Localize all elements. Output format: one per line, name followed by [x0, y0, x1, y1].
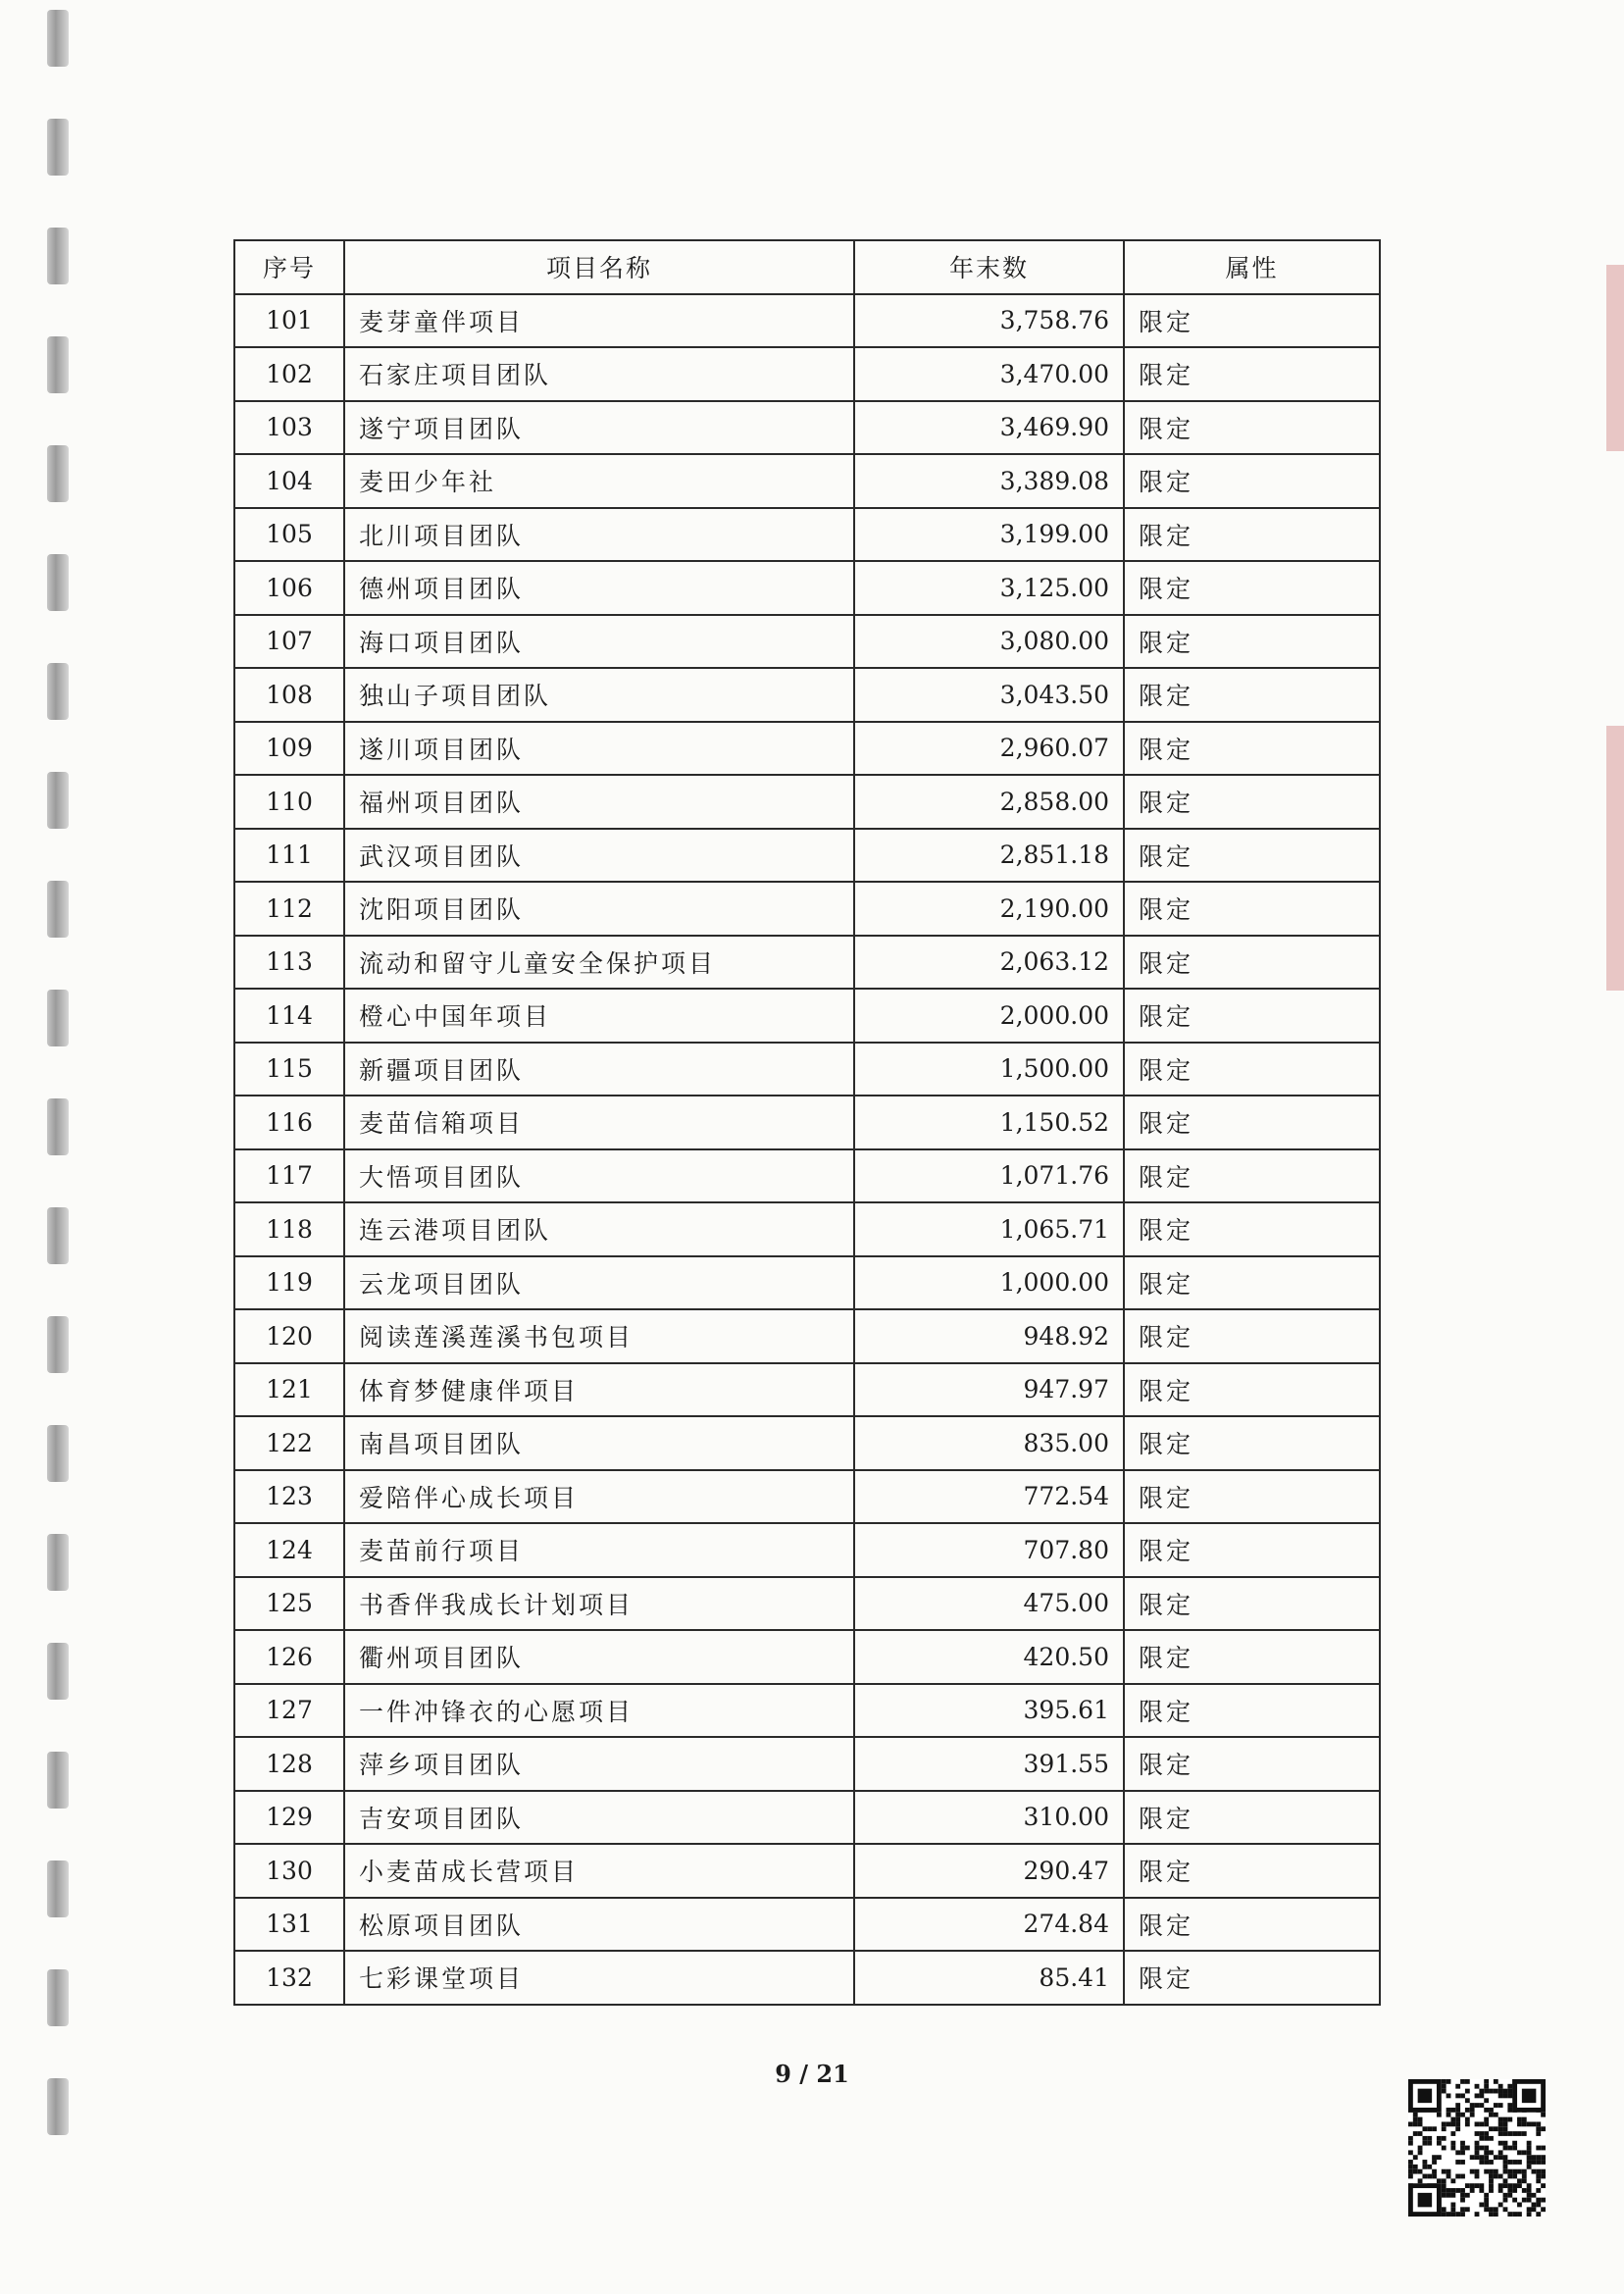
row-project-name: 体育梦健康伴项目 — [344, 1363, 854, 1417]
table-row — [234, 1577, 1380, 1631]
row-attribute: 限定 — [1124, 1684, 1380, 1738]
binding-hole — [47, 228, 69, 284]
row-attribute: 限定 — [1124, 401, 1380, 455]
binding-hole — [47, 663, 69, 720]
row-project-name: 七彩课堂项目 — [344, 1951, 854, 2005]
binding-hole — [47, 1752, 69, 1809]
row-index: 110 — [234, 775, 344, 829]
row-year-end-amount: 290.47 — [854, 1844, 1124, 1898]
row-year-end-amount: 3,758.76 — [854, 294, 1124, 348]
row-year-end-amount: 947.97 — [854, 1363, 1124, 1417]
row-year-end-amount: 2,851.18 — [854, 829, 1124, 883]
row-project-name: 麦田少年社 — [344, 454, 854, 508]
row-project-name: 北川项目团队 — [344, 508, 854, 562]
row-year-end-amount: 1,150.52 — [854, 1096, 1124, 1149]
binding-hole — [47, 445, 69, 502]
row-attribute: 限定 — [1124, 294, 1380, 348]
row-project-name: 德州项目团队 — [344, 561, 854, 615]
table-row — [234, 508, 1380, 562]
binding-hole — [47, 10, 69, 67]
row-year-end-amount: 391.55 — [854, 1737, 1124, 1791]
row-year-end-amount: 2,858.00 — [854, 775, 1124, 829]
row-project-name: 大悟项目团队 — [344, 1149, 854, 1203]
row-year-end-amount: 707.80 — [854, 1523, 1124, 1577]
table-row — [234, 1470, 1380, 1524]
row-project-name: 麦芽童伴项目 — [344, 294, 854, 348]
row-index: 101 — [234, 294, 344, 348]
stamp-mark-middle — [1606, 726, 1624, 991]
table-row — [234, 561, 1380, 615]
row-year-end-amount: 85.41 — [854, 1951, 1124, 2005]
binding-hole — [47, 772, 69, 829]
table-row — [234, 882, 1380, 936]
header-year-end-amount: 年末数 — [854, 240, 1124, 294]
row-project-name: 流动和留守儿童安全保护项目 — [344, 936, 854, 990]
row-index: 113 — [234, 936, 344, 990]
table-row — [234, 1096, 1380, 1149]
header-index: 序号 — [234, 240, 344, 294]
row-index: 132 — [234, 1951, 344, 2005]
row-project-name: 阅读莲溪莲溪书包项目 — [344, 1309, 854, 1363]
row-index: 121 — [234, 1363, 344, 1417]
header-attribute: 属性 — [1124, 240, 1380, 294]
row-attribute: 限定 — [1124, 1096, 1380, 1149]
row-project-name: 松原项目团队 — [344, 1898, 854, 1952]
row-index: 116 — [234, 1096, 344, 1149]
row-index: 112 — [234, 882, 344, 936]
row-index: 102 — [234, 347, 344, 401]
table-row — [234, 1630, 1380, 1684]
table-row — [234, 615, 1380, 669]
binding-hole — [47, 336, 69, 393]
table-header-row — [234, 240, 1380, 294]
binding-hole — [47, 119, 69, 176]
row-project-name: 遂川项目团队 — [344, 722, 854, 776]
row-attribute: 限定 — [1124, 508, 1380, 562]
row-index: 115 — [234, 1043, 344, 1096]
row-attribute: 限定 — [1124, 1951, 1380, 2005]
row-year-end-amount: 3,043.50 — [854, 668, 1124, 722]
row-year-end-amount: 772.54 — [854, 1470, 1124, 1524]
row-index: 114 — [234, 989, 344, 1043]
row-attribute: 限定 — [1124, 1363, 1380, 1417]
row-index: 105 — [234, 508, 344, 562]
table-row — [234, 1844, 1380, 1898]
row-attribute: 限定 — [1124, 722, 1380, 776]
table-row — [234, 1791, 1380, 1845]
row-project-name: 书香伴我成长计划项目 — [344, 1577, 854, 1631]
row-project-name: 吉安项目团队 — [344, 1791, 854, 1845]
row-index: 131 — [234, 1898, 344, 1952]
row-attribute: 限定 — [1124, 561, 1380, 615]
row-project-name: 新疆项目团队 — [344, 1043, 854, 1096]
row-project-name: 石家庄项目团队 — [344, 347, 854, 401]
table-row — [234, 1523, 1380, 1577]
row-index: 104 — [234, 454, 344, 508]
row-attribute: 限定 — [1124, 1737, 1380, 1791]
table-row — [234, 668, 1380, 722]
row-index: 107 — [234, 615, 344, 669]
table-row — [234, 1202, 1380, 1256]
row-year-end-amount: 2,063.12 — [854, 936, 1124, 990]
row-year-end-amount: 3,080.00 — [854, 615, 1124, 669]
row-project-name: 沈阳项目团队 — [344, 882, 854, 936]
row-index: 109 — [234, 722, 344, 776]
page-number: 9 / 21 — [775, 2060, 849, 2088]
binding-hole — [47, 881, 69, 938]
row-year-end-amount: 2,000.00 — [854, 989, 1124, 1043]
row-year-end-amount: 475.00 — [854, 1577, 1124, 1631]
row-year-end-amount: 395.61 — [854, 1684, 1124, 1738]
row-project-name: 遂宁项目团队 — [344, 401, 854, 455]
row-project-name: 独山子项目团队 — [344, 668, 854, 722]
row-index: 120 — [234, 1309, 344, 1363]
row-index: 106 — [234, 561, 344, 615]
binding-hole — [47, 554, 69, 611]
table-row — [234, 1737, 1380, 1791]
row-attribute: 限定 — [1124, 1256, 1380, 1310]
table-row — [234, 1309, 1380, 1363]
row-attribute: 限定 — [1124, 1470, 1380, 1524]
binding-hole — [47, 1861, 69, 1917]
row-index: 117 — [234, 1149, 344, 1203]
row-index: 130 — [234, 1844, 344, 1898]
row-year-end-amount: 3,469.90 — [854, 401, 1124, 455]
row-year-end-amount: 2,190.00 — [854, 882, 1124, 936]
row-project-name: 海口项目团队 — [344, 615, 854, 669]
binding-hole — [47, 1207, 69, 1264]
binding-hole — [47, 1643, 69, 1700]
row-project-name: 小麦苗成长营项目 — [344, 1844, 854, 1898]
row-attribute: 限定 — [1124, 936, 1380, 990]
row-attribute: 限定 — [1124, 1149, 1380, 1203]
table-row — [234, 722, 1380, 776]
row-year-end-amount: 3,389.08 — [854, 454, 1124, 508]
binding-holes — [39, 0, 78, 2294]
row-index: 126 — [234, 1630, 344, 1684]
table-row — [234, 1363, 1380, 1417]
row-attribute: 限定 — [1124, 668, 1380, 722]
binding-hole — [47, 1534, 69, 1591]
row-index: 129 — [234, 1791, 344, 1845]
row-attribute: 限定 — [1124, 615, 1380, 669]
row-attribute: 限定 — [1124, 1577, 1380, 1631]
row-index: 111 — [234, 829, 344, 883]
table-row — [234, 1256, 1380, 1310]
row-project-name: 云龙项目团队 — [344, 1256, 854, 1310]
row-year-end-amount: 1,071.76 — [854, 1149, 1124, 1203]
row-year-end-amount: 3,470.00 — [854, 347, 1124, 401]
binding-hole — [47, 990, 69, 1046]
row-project-name: 衢州项目团队 — [344, 1630, 854, 1684]
row-project-name: 橙心中国年项目 — [344, 989, 854, 1043]
row-index: 119 — [234, 1256, 344, 1310]
project-balance-table — [233, 239, 1381, 2006]
row-year-end-amount: 948.92 — [854, 1309, 1124, 1363]
table-row — [234, 989, 1380, 1043]
row-index: 118 — [234, 1202, 344, 1256]
row-year-end-amount: 2,960.07 — [854, 722, 1124, 776]
row-attribute: 限定 — [1124, 1791, 1380, 1845]
row-project-name: 南昌项目团队 — [344, 1416, 854, 1470]
table-row — [234, 454, 1380, 508]
table-row — [234, 401, 1380, 455]
row-project-name: 爱陪伴心成长项目 — [344, 1470, 854, 1524]
row-index: 127 — [234, 1684, 344, 1738]
row-attribute: 限定 — [1124, 775, 1380, 829]
table-body — [234, 294, 1380, 2005]
table-row — [234, 829, 1380, 883]
row-index: 122 — [234, 1416, 344, 1470]
row-project-name: 萍乡项目团队 — [344, 1737, 854, 1791]
row-year-end-amount: 835.00 — [854, 1416, 1124, 1470]
row-attribute: 限定 — [1124, 882, 1380, 936]
row-year-end-amount: 1,000.00 — [854, 1256, 1124, 1310]
table-row — [234, 1684, 1380, 1738]
table-row — [234, 1043, 1380, 1096]
row-project-name: 麦苗信箱项目 — [344, 1096, 854, 1149]
binding-hole — [47, 1316, 69, 1373]
row-year-end-amount: 3,199.00 — [854, 508, 1124, 562]
row-attribute: 限定 — [1124, 1043, 1380, 1096]
row-attribute: 限定 — [1124, 1898, 1380, 1952]
table-row — [234, 1898, 1380, 1952]
row-attribute: 限定 — [1124, 1523, 1380, 1577]
row-index: 108 — [234, 668, 344, 722]
row-project-name: 麦苗前行项目 — [344, 1523, 854, 1577]
row-year-end-amount: 310.00 — [854, 1791, 1124, 1845]
table-row — [234, 936, 1380, 990]
table-row — [234, 347, 1380, 401]
table-row — [234, 1149, 1380, 1203]
binding-hole — [47, 1425, 69, 1482]
row-attribute: 限定 — [1124, 1202, 1380, 1256]
table-row — [234, 1951, 1380, 2005]
row-year-end-amount: 420.50 — [854, 1630, 1124, 1684]
row-index: 128 — [234, 1737, 344, 1791]
table-row — [234, 1416, 1380, 1470]
row-attribute: 限定 — [1124, 1416, 1380, 1470]
row-project-name: 一件冲锋衣的心愿项目 — [344, 1684, 854, 1738]
row-year-end-amount: 1,065.71 — [854, 1202, 1124, 1256]
table-row — [234, 775, 1380, 829]
row-project-name: 连云港项目团队 — [344, 1202, 854, 1256]
row-attribute: 限定 — [1124, 1630, 1380, 1684]
row-project-name: 福州项目团队 — [344, 775, 854, 829]
binding-hole — [47, 1969, 69, 2026]
row-project-name: 武汉项目团队 — [344, 829, 854, 883]
row-attribute: 限定 — [1124, 1844, 1380, 1898]
row-attribute: 限定 — [1124, 989, 1380, 1043]
binding-hole — [47, 1098, 69, 1155]
row-year-end-amount: 1,500.00 — [854, 1043, 1124, 1096]
row-index: 125 — [234, 1577, 344, 1631]
row-index: 103 — [234, 401, 344, 455]
row-attribute: 限定 — [1124, 829, 1380, 883]
row-index: 124 — [234, 1523, 344, 1577]
row-attribute: 限定 — [1124, 454, 1380, 508]
row-year-end-amount: 3,125.00 — [854, 561, 1124, 615]
qr-code — [1408, 2079, 1546, 2217]
table-row — [234, 294, 1380, 348]
row-attribute: 限定 — [1124, 347, 1380, 401]
row-year-end-amount: 274.84 — [854, 1898, 1124, 1952]
stamp-mark-top — [1606, 265, 1624, 451]
header-project-name: 项目名称 — [344, 240, 854, 294]
row-index: 123 — [234, 1470, 344, 1524]
row-attribute: 限定 — [1124, 1309, 1380, 1363]
